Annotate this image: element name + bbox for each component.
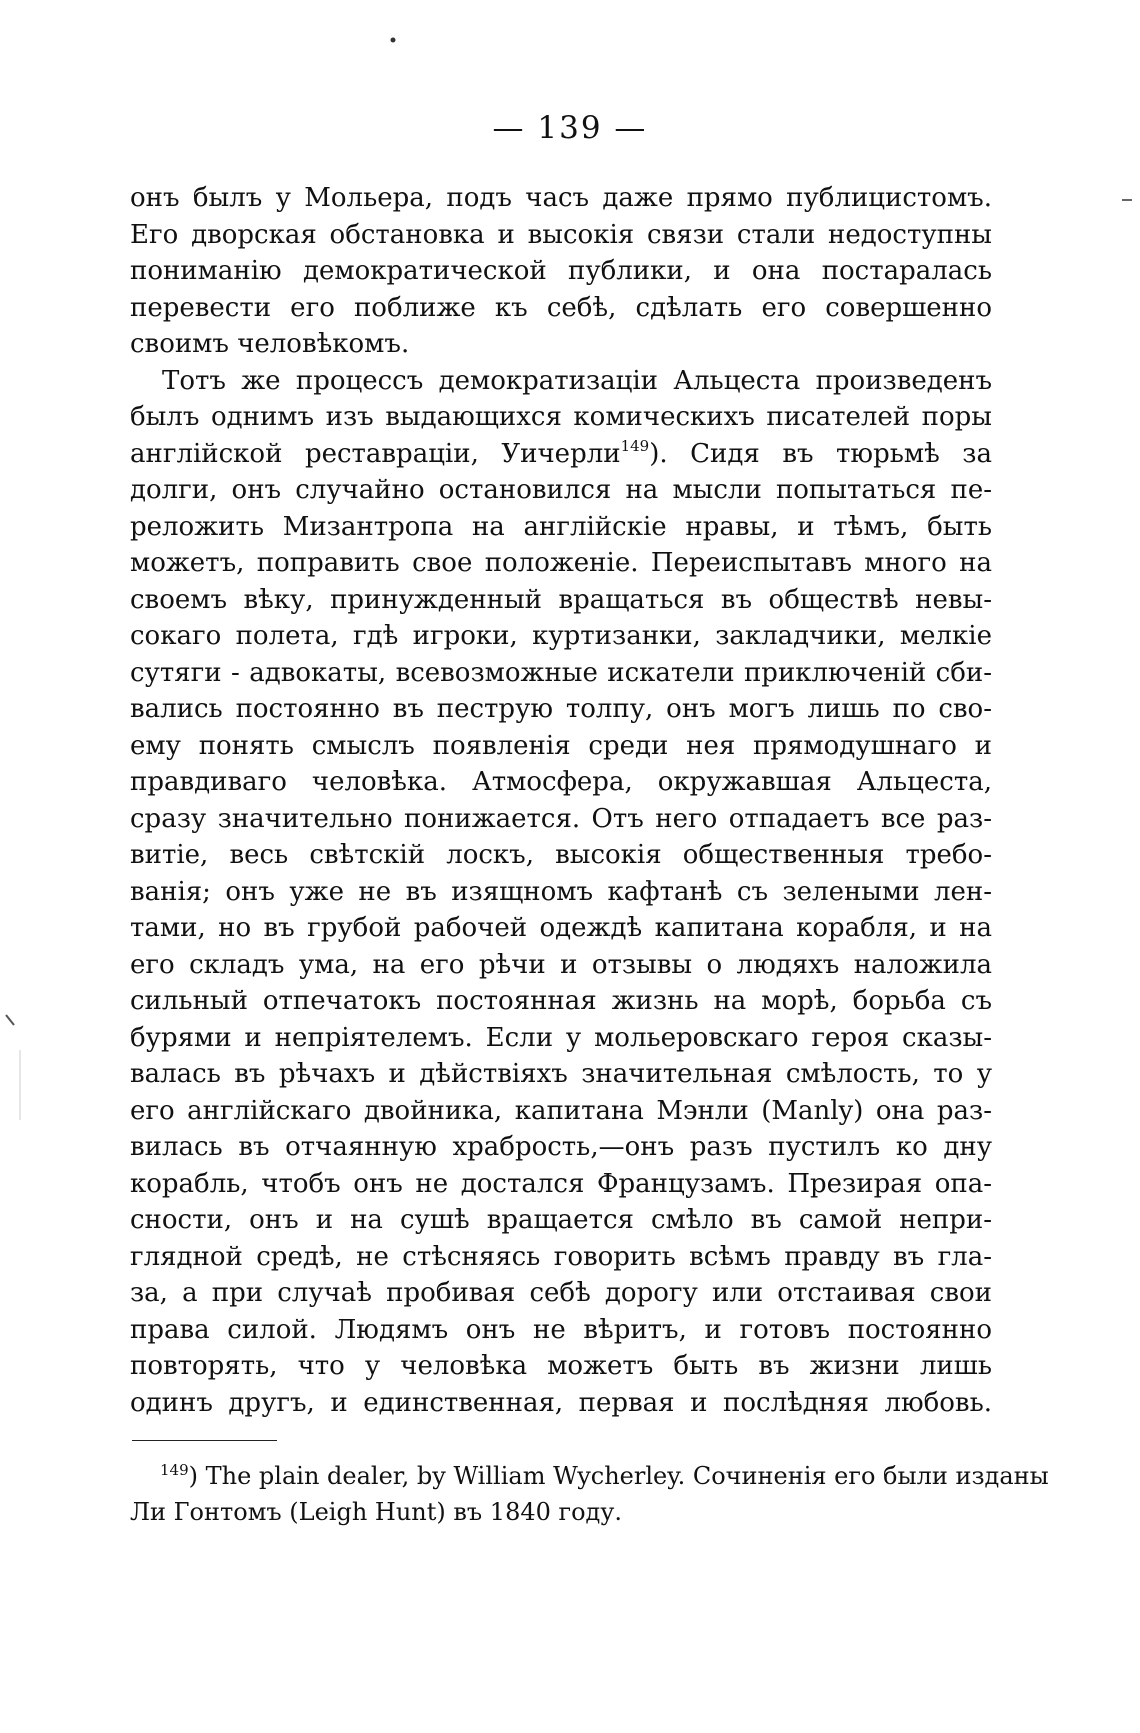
text-line: за, а при случаѣ пробивая себѣ дорогу или отстаивая свои [130,1278,992,1308]
text-span: англійской реставраціи, Уичерли [130,438,621,469]
text-line: можетъ, поправить свое положеніе. Переиспытавъ много на [130,548,992,578]
text-line: тами, но въ грубой рабочей одеждѣ капитана корабля, и на [130,913,992,943]
text-line-with-footnote-ref [130,436,992,473]
text-line: повторять, что у человѣка можетъ быть въ жизни лишь [130,1351,992,1381]
text-line: сутяги - адвокаты, всевозможные искатели приключеній сби- [130,657,992,688]
text-line: одинъ другъ, и единственная, первая и послѣдняя любовь. [130,1387,992,1418]
text-line: Его дворская обстановка и высокія связи стали недоступны [130,219,992,250]
text-line: глядной средѣ, не стѣсняясь говорить всѣмъ правду въ гла- [130,1241,992,1272]
text-line: онъ былъ у Мольера, подъ часъ даже прямо публицистомъ. [130,183,992,213]
text-line: своимъ человѣкомъ. [130,329,410,359]
text-line: перевести его поближе къ себѣ, сдѣлать его совершенно [130,292,992,323]
text-line: его складъ ума, на его рѣчи и отзывы о людяхъ наложила [130,949,992,980]
text-line: пониманію демократической публики, и она постаралась [130,256,992,286]
text-line: сокаго полета, гдѣ игроки, куртизанки, закладчики, мелкіе [130,621,992,651]
footnote-reference: 149 [620,436,650,455]
footnote [130,1458,1049,1530]
text-line: ванія; онъ уже не въ изящномъ кафтанѣ съ зелеными лен- [130,876,992,907]
text-line: своемъ вѣку, принужденный вращаться въ обществѣ невы- [130,584,992,615]
text-line: реложить Мизантропа на англійскіе нравы, и тѣмъ, быть [130,511,992,542]
margin-mark [6,1015,14,1025]
text-line: сразу значительно понижается. Отъ него отпадаетъ все раз- [130,803,992,834]
text-line: правдиваго человѣка. Атмосфера, окружавшая Альцеста, [130,767,992,797]
text-line: бурями и непріятелемъ. Если у мольеровскаго героя сказы- [130,1022,992,1053]
text-line: сности, онъ и на сушѣ вращается смѣло въ самой непри- [130,1205,992,1235]
text-span: ). Сидя въ тюрьмѣ за [649,438,992,469]
footnote-text: ) The plain dealer, by William Wycherley. Сочиненія его были изданы [188,1462,1049,1490]
text-line: былъ однимъ изъ выдающихся комическихъ писателей поры [130,402,992,432]
text-line: ему понять смыслъ появленія среди нея прямодушнаго и [130,730,992,761]
text-line: долги, онъ случайно остановился на мысли попытаться пе- [130,475,992,505]
text-line: валась въ рѣчахъ и дѣйствіяхъ значительная смѣлость, то у [130,1059,992,1089]
text-line: витіе, весь свѣтскій лоскъ, высокія общественныя требо- [130,840,992,870]
footnote-marker: 149 [160,1461,189,1479]
footnote-line: Ли Гонтомъ (Leigh Hunt) въ 1840 году. [130,1498,623,1526]
speck [391,38,396,43]
text-line: Тотъ же процессъ демократизаціи Альцеста произведенъ [162,365,992,396]
text-line: вались постоянно въ пеструю толпу, онъ могъ лишь по сво- [130,694,992,724]
text-line: права силой. Людямъ онъ не вѣритъ, и готовъ постоянно [130,1314,992,1345]
text-line: сильный отпечатокъ постоянная жизнь на морѣ, борьба съ [130,986,992,1016]
text-line: его англійскаго двойника, капитана Мэнли (Manly) она раз- [130,1095,992,1126]
body-text [130,180,992,1421]
text-line: корабль, чтобъ онъ не достался Французамъ. Презирая опа- [130,1168,992,1199]
text-line: вилась въ отчаянную храбрость,—онъ разъ пустилъ ко дну [130,1132,992,1162]
footnote-line [130,1458,1049,1494]
footnote-separator [132,1440,277,1441]
page-number: — 139 — [492,110,648,146]
